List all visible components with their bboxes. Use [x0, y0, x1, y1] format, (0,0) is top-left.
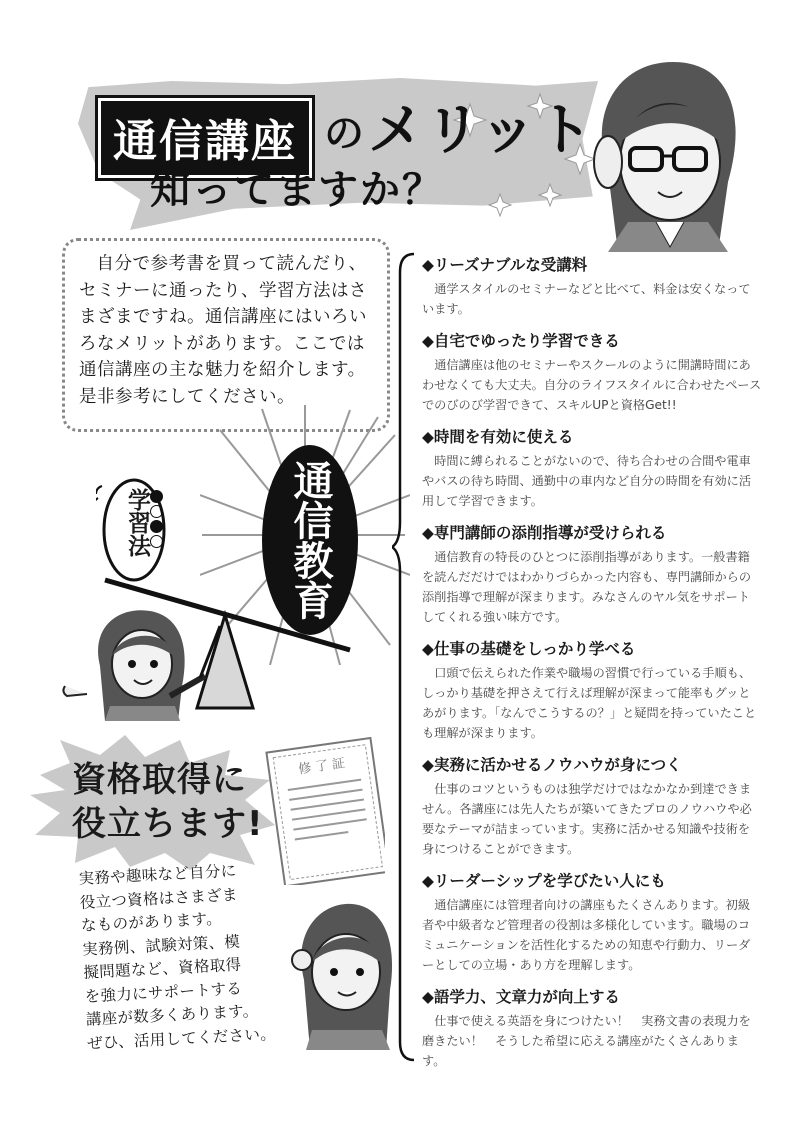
- woman-glasses-icon: [578, 52, 748, 252]
- filled-dot: [150, 490, 163, 503]
- title-merit: メリット: [368, 98, 594, 163]
- qualification-line: 役立つ資格はさまざま: [79, 885, 239, 912]
- learning-method-label: 学習法: [124, 488, 150, 557]
- merit-body: 通信講座には管理者向けの講座もたくさんあります。初級者や中級者など管理者の役割は多様化しています。職場のコミュニケーションを活性化するための知恵や行動力、リーダーとしての立場・あり方を理解します。: [422, 898, 751, 972]
- merit-body: 仕事で使える英語を身につけたい！ 実務文書の表現力を磨きたい！ そうした希望に応える講座がたくさんあります。: [422, 1014, 751, 1068]
- certificate-label: 修了証: [297, 755, 351, 778]
- qualification-text: [78, 858, 277, 1056]
- qualification-line: 講座が数多くあります。: [85, 1001, 259, 1029]
- woman-pointer-icon: [60, 606, 230, 721]
- page-subtitle: 知ってますか？: [150, 167, 444, 213]
- merit-item: [422, 756, 762, 859]
- intro-line: まざまですね。通信講座にはいろい: [79, 307, 367, 327]
- intro-line: セミナーに通ったり、学習方法はさ: [79, 280, 367, 301]
- merit-item: [422, 640, 762, 743]
- merit-heading: ◆リーズナブルな受講料: [422, 256, 588, 274]
- title-particle: の: [324, 111, 364, 157]
- qualification-title-line: 役立ちます!: [72, 804, 264, 844]
- empty-dot: [150, 505, 163, 518]
- merit-item: [422, 988, 762, 1071]
- intro-line: 通信講座の主な魅力を紹介します。: [79, 360, 366, 380]
- merit-body: 口頭で伝えられた作業や職場の習慣で行っている手順も、しっかり基礎を押さえて行えば理解が深まって能率もグッとあがります。「なんでこうするの？」と疑問を持っていたことも理解が深まります。: [422, 666, 757, 740]
- qualification-line: 実務例、試験対策、模: [81, 932, 241, 959]
- merit-heading: ◆実務に活かせるノウハウが身につく: [422, 756, 682, 774]
- empty-dot: [150, 535, 163, 548]
- merit-item: [422, 332, 762, 415]
- merit-heading: ◆リーダーシップを学びたい人にも: [422, 872, 666, 890]
- correspondence-education-oval: [262, 445, 358, 635]
- qualification-title-line: 資格取得に: [72, 760, 247, 800]
- merit-item: [422, 256, 762, 319]
- merit-body: 仕事のコツというものは独学だけではなかなか到達できません。各講座には先人たちが築いてきたプロのノウハウや必要なテーマが詰まっています。実務に活かせる知識や技術を身につけることができます。: [422, 782, 752, 856]
- intro-box: [62, 238, 390, 432]
- merit-heading: ◆仕事の基礎をしっかり学べる: [422, 640, 636, 658]
- merit-body: 時間に縛られることがないので、待ち合わせの合間や電車やバスの待ち時間、通勤中の車内など自分の時間を有効に活用して学習できます。: [422, 454, 752, 508]
- merit-body: 通学スタイルのセミナーなどと比べて、料金は安くなっています。: [422, 282, 751, 316]
- qualification-line: 擬問題など、資格取得: [83, 955, 242, 982]
- qualification-line: なものがあります。: [80, 909, 223, 935]
- merit-heading: ◆自宅でゆったり学習できる: [422, 332, 620, 350]
- merit-list: [422, 256, 762, 1084]
- merit-heading: ◆語学力、文章力が向上する: [422, 988, 620, 1006]
- merit-body: 通信教育の特長のひとつに添削指導があります。一般書籍を読んだだけではわかりづらかった内容も、専門講師からの添削指導で理解が深まります。みなさんのヤル気をサポートしてくれる強い味方です。: [422, 550, 752, 624]
- intro-line: 自分で参考書を買って読んだり、: [96, 254, 367, 274]
- woman-ok-icon: [282, 900, 400, 1050]
- qualification-line: を強力にサポートする: [84, 979, 243, 1006]
- merit-item: [422, 524, 762, 627]
- qualification-line: ぜひ、活用してください。: [86, 1024, 277, 1053]
- merit-heading: ◆専門講師の添削指導が受けられる: [422, 524, 667, 542]
- dot-indicator: [150, 490, 163, 550]
- qualification-line: 実務や趣味など自分に: [78, 861, 237, 888]
- intro-line: 是非参考にしてください。: [79, 386, 295, 407]
- oval-text: 通信教育: [287, 460, 333, 620]
- merit-body: 通信講座は他のセミナーやスクールのように開講時間にあわせなくても大丈夫。自分のライフスタイルに合わせたペースでのびのび学習できて、スキルUPと資格Get!!: [422, 358, 762, 412]
- merit-item: [422, 872, 762, 975]
- merit-heading: ◆時間を有効に使える: [422, 428, 574, 446]
- title-keyword: 通信講座: [98, 98, 312, 178]
- brace-divider: [392, 252, 418, 1062]
- qualification-title: [72, 758, 264, 846]
- merit-item: [422, 428, 762, 511]
- intro-line: ろなメリットがあります。ここでは: [79, 333, 365, 354]
- filled-dot: [150, 520, 163, 533]
